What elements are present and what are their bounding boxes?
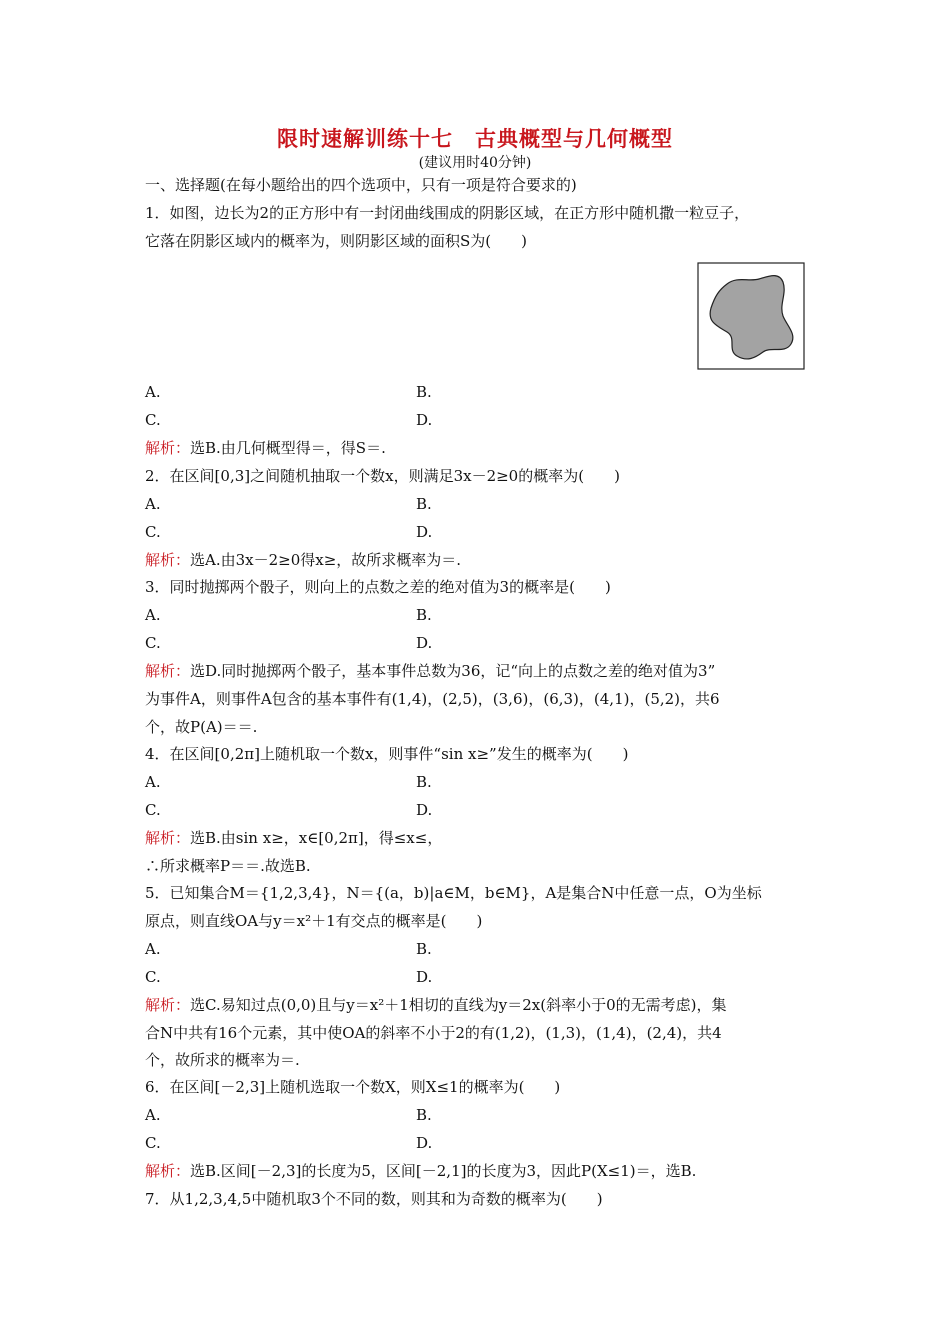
q3-option-c: C. <box>145 634 161 652</box>
q5-option-d: D. <box>416 968 433 986</box>
q1-option-b: B. <box>416 383 432 401</box>
answer-label: 解析： <box>145 1162 191 1180</box>
q3-answer-line-3: 个，故P(A)＝＝. <box>145 718 258 736</box>
question-5-line-2: 原点，则直线OA与y＝x²＋1有交点的概率是( ) <box>145 912 483 930</box>
page-subtitle: (建议用时40分钟) <box>418 155 532 171</box>
q3-answer-text-1: 选D.同时抛掷两个骰子，基本事件总数为36，记“向上的点数之差的绝对值为3” <box>190 662 716 680</box>
q6-answer-text: 选B.区间[－2,3]的长度为5，区间[－2,1]的长度为3，因此P(X≤1)＝，选B. <box>190 1162 697 1180</box>
q5-option-c: C. <box>145 968 161 986</box>
q1-option-a: A. <box>145 383 161 401</box>
q4-option-c: C. <box>145 801 161 819</box>
q6-option-c: C. <box>145 1134 161 1152</box>
answer-label: 解析： <box>145 829 191 847</box>
q3-option-d: D. <box>416 634 433 652</box>
q5-answer-line-2: 合N中共有16个元素，其中使OA的斜率不小于2的有(1,2)，(1,3)，(1,4)，(2,4)，共4 <box>145 1024 722 1042</box>
q2-option-b: B. <box>416 495 432 513</box>
q5-option-b: B. <box>416 940 432 958</box>
q3-option-b: B. <box>416 606 432 624</box>
q3-answer-line-1 <box>145 661 815 681</box>
q1-answer <box>145 438 815 458</box>
question-3-line-1: 3．同时抛掷两个骰子，则向上的点数之差的绝对值为3的概率是( ) <box>145 578 611 596</box>
q6-answer <box>145 1161 815 1181</box>
answer-label: 解析： <box>145 662 191 680</box>
q1-answer-text: 选B.由几何概型得＝，得S＝. <box>190 439 386 457</box>
question-5-line-1: 5．已知集合M＝{1,2,3,4}，N＝{(a，b)|a∈M，b∈M}，A是集合N中任意一点，O为坐标 <box>145 884 762 902</box>
q5-answer-line-1 <box>145 995 815 1015</box>
q6-option-d: D. <box>416 1134 433 1152</box>
shaded-region-figure <box>697 262 805 370</box>
q5-answer-text-1: 选C.易知过点(0,0)且与y＝x²＋1相切的直线为y＝2x(斜率小于0的无需考虑)，集 <box>190 996 727 1014</box>
q4-answer-text-1: 选B.由sin x≥，x∈[0,2π]，得≤x≤， <box>190 829 443 847</box>
q5-answer-line-3: 个，故所求的概率为＝. <box>145 1051 300 1069</box>
answer-label: 解析： <box>145 439 191 457</box>
question-1-line-2: 它落在阴影区域内的概率为，则阴影区域的面积S为( ) <box>145 232 527 250</box>
q5-option-a: A. <box>145 940 161 958</box>
question-6-line-1: 6．在区间[－2,3]上随机选取一个数X，则X≤1的概率为( ) <box>145 1078 561 1096</box>
page-title: 限时速解训练十七 古典概型与几何概型 <box>277 127 673 151</box>
q6-option-a: A. <box>145 1106 161 1124</box>
q4-answer-line-2: ∴所求概率P＝＝.故选B. <box>145 857 311 875</box>
q2-answer-text: 选A.由3x－2≥0得x≥，故所求概率为＝. <box>190 551 462 569</box>
q2-option-a: A. <box>145 495 161 513</box>
question-7-line-1: 7．从1,2,3,4,5中随机取3个不同的数，则其和为奇数的概率为( ) <box>145 1190 603 1208</box>
question-1-line-1: 1．如图，边长为2的正方形中有一封闭曲线围成的阴影区域，在正方形中随机撒一粒豆子， <box>145 204 750 222</box>
q1-option-c: C. <box>145 411 161 429</box>
section-heading: 一、选择题(在每小题给出的四个选项中，只有一项是符合要求的) <box>145 176 577 194</box>
question-2-line-1: 2．在区间[0,3]之间随机抽取一个数x，则满足3x－2≥0的概率为( ) <box>145 467 620 485</box>
q1-option-d: D. <box>416 411 433 429</box>
q4-answer-line-1 <box>145 828 815 848</box>
answer-label: 解析： <box>145 996 191 1014</box>
q2-option-d: D. <box>416 523 433 541</box>
q2-answer <box>145 550 815 570</box>
q2-option-c: C. <box>145 523 161 541</box>
q3-answer-line-2: 为事件A，则事件A包含的基本事件有(1,4)，(2,5)，(3,6)，(6,3)，(4,1)，(5,2)，共6 <box>145 690 720 708</box>
q4-option-a: A. <box>145 773 161 791</box>
q4-option-b: B. <box>416 773 432 791</box>
answer-label: 解析： <box>145 551 191 569</box>
q4-option-d: D. <box>416 801 433 819</box>
q3-option-a: A. <box>145 606 161 624</box>
q6-option-b: B. <box>416 1106 432 1124</box>
question-4-line-1: 4．在区间[0,2π]上随机取一个数x，则事件“sin x≥”发生的概率为( ) <box>145 745 629 763</box>
